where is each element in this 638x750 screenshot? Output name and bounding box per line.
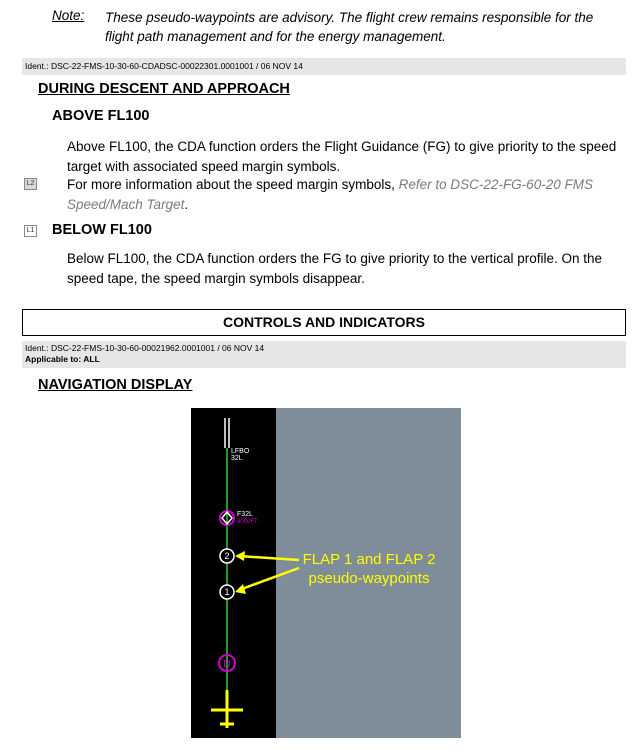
note-text: These pseudo-waypoints are advisory. The flight crew remains responsible for the flight path management and for the energy management.: [105, 10, 594, 44]
subsection-title-below: BELOW FL100: [52, 222, 152, 238]
runway-sub-label: 32L: [231, 455, 243, 462]
callout-text-line2: pseudo-waypoints: [308, 570, 430, 587]
navigation-display-figure: [191, 408, 461, 738]
section-title-nav-display: NAVIGATION DISPLAY: [38, 377, 193, 393]
runway-label: LFBO: [231, 448, 250, 455]
note-label: Note:: [52, 8, 85, 23]
section-title-descent: DURING DESCENT AND APPROACH: [38, 81, 290, 97]
subsection-title-above: ABOVE FL100: [52, 108, 150, 124]
fix-label: F32L: [237, 511, 253, 518]
controls-title-box: CONTROLS AND INDICATORS: [22, 309, 626, 336]
level-badge-l1: L1: [24, 225, 37, 237]
more-info-paragraph: [67, 175, 617, 214]
above-paragraph: Above FL100, the CDA function orders the Flight Guidance (FG) to give priority to the speed target with associated speed margin symbols.: [67, 139, 617, 174]
ident-bar-2: [22, 341, 626, 368]
pseudo-waypoint-1-label: 1: [224, 587, 230, 597]
more-info-text: For more information about the speed margin symbols,: [67, 177, 399, 192]
pseudo-waypoint-2-label: 2: [224, 551, 230, 561]
ident-bar-1: Ident.: DSC-22-FMS-10-30-60-CDADSC-00022301.0001001 / 06 NOV 14: [22, 58, 626, 75]
ident-2-text: Ident.: DSC-22-FMS-10-30-60-00021962.0001001 / 06 NOV 14: [25, 343, 265, 353]
below-paragraph: Below FL100, the CDA function orders the FG to give priority to the vertical profile. On the speed tape, the speed margin symbols disappear.: [67, 251, 603, 286]
more-info-end: .: [184, 196, 189, 212]
level-badge-l2: L2: [24, 178, 37, 190]
ref-link-speed-mach[interactable]: Refer to DSC-22-FG-60-20 FMS Speed/Mach Target: [67, 177, 593, 212]
nd-figure-svg: [191, 408, 461, 738]
callout-text-line1: FLAP 1 and FLAP 2: [302, 551, 436, 568]
fix-altitude: 3000FT: [237, 519, 258, 525]
applicable-text: Applicable to: ALL: [25, 354, 100, 364]
decel-point-label: D: [223, 659, 231, 670]
